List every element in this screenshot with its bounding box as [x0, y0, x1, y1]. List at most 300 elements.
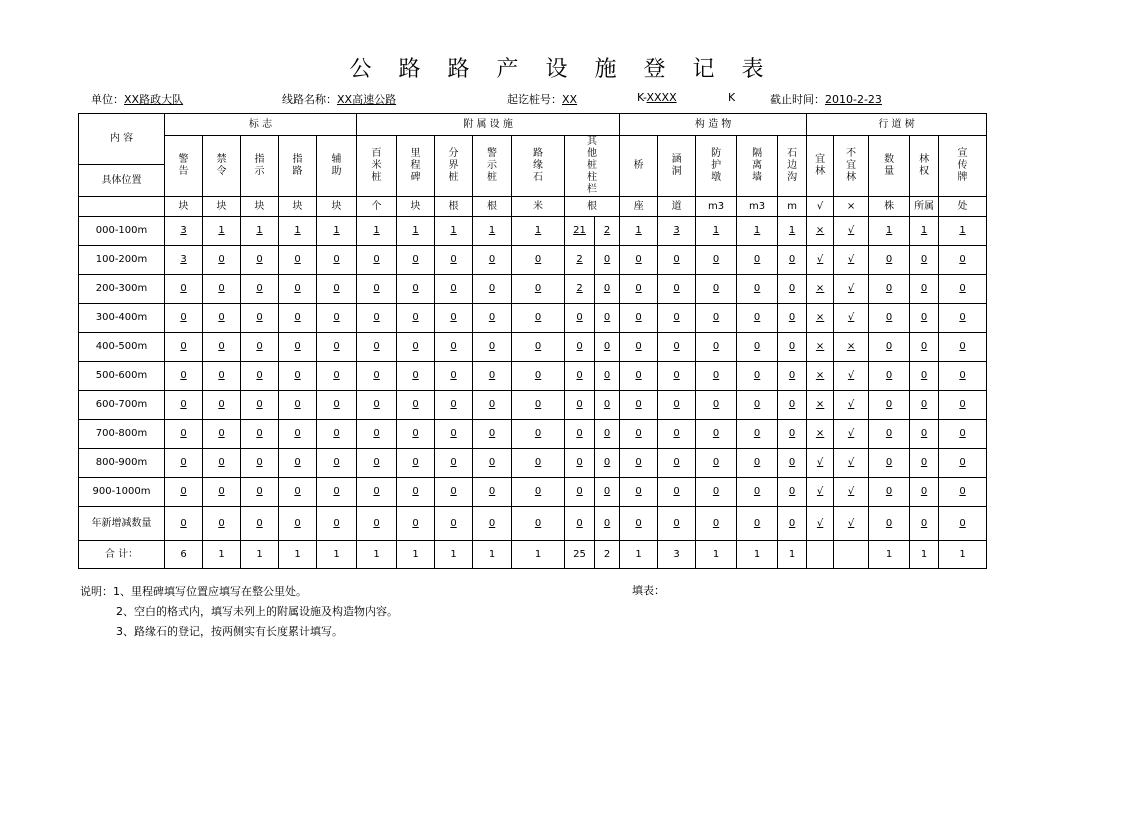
- data-cell: 0: [473, 333, 512, 362]
- data-cell: 0: [317, 420, 357, 449]
- column-name: 禁令: [216, 154, 227, 177]
- data-cell: 0: [658, 362, 696, 391]
- data-cell: 0: [939, 478, 987, 507]
- data-cell: 0: [595, 420, 620, 449]
- data-cell: 0: [658, 333, 696, 362]
- data-cell: 0: [910, 304, 939, 333]
- data-cell: 0: [203, 275, 241, 304]
- data-cell: 0: [512, 275, 565, 304]
- data-cell: 0: [658, 304, 696, 333]
- data-cell: 0: [939, 333, 987, 362]
- data-cell: 0: [565, 391, 595, 420]
- data-cell: 0: [473, 507, 512, 541]
- data-cell: 0: [910, 362, 939, 391]
- column-name: 数量: [884, 154, 895, 177]
- data-cell: 0: [595, 391, 620, 420]
- table-row: [79, 449, 987, 478]
- column-header: [241, 136, 279, 197]
- data-cell: 0: [435, 362, 473, 391]
- data-cell: ×: [807, 420, 834, 449]
- data-cell: 0: [317, 275, 357, 304]
- data-cell: 0: [696, 362, 737, 391]
- data-cell: 0: [778, 420, 807, 449]
- row-label: 400-500m: [79, 333, 165, 362]
- data-cell: 0: [620, 304, 658, 333]
- total-cell: 1: [737, 541, 778, 569]
- row-label: 700-800m: [79, 420, 165, 449]
- unit-cell: 块: [165, 197, 203, 217]
- data-cell: 0: [397, 275, 435, 304]
- data-cell: 0: [696, 275, 737, 304]
- data-cell: 0: [595, 304, 620, 333]
- data-cell: √: [834, 478, 869, 507]
- data-cell: 0: [317, 391, 357, 420]
- data-cell: 1: [397, 217, 435, 246]
- data-cell: 1: [778, 217, 807, 246]
- total-cell: [807, 541, 834, 569]
- column-header: [834, 136, 869, 197]
- row-label: 900-1000m: [79, 478, 165, 507]
- data-cell: 0: [397, 362, 435, 391]
- data-cell: 0: [397, 420, 435, 449]
- cutoff-date-field: 截止时间：2010-2-23: [770, 93, 882, 106]
- data-cell: 0: [910, 333, 939, 362]
- data-cell: 0: [397, 333, 435, 362]
- data-cell: √: [834, 304, 869, 333]
- data-cell: 0: [869, 449, 910, 478]
- data-cell: 0: [737, 362, 778, 391]
- data-cell: 0: [435, 246, 473, 275]
- column-header: [737, 136, 778, 197]
- data-cell: 0: [512, 420, 565, 449]
- column-header: [203, 136, 241, 197]
- data-cell: 0: [473, 420, 512, 449]
- table-row: [79, 541, 987, 569]
- data-cell: 0: [165, 478, 203, 507]
- data-cell: ×: [807, 362, 834, 391]
- data-cell: 0: [473, 362, 512, 391]
- data-cell: 1: [203, 217, 241, 246]
- table-row: [79, 304, 987, 333]
- total-cell: 25: [565, 541, 595, 569]
- unit-cell: 所属: [910, 197, 939, 217]
- data-cell: 0: [165, 420, 203, 449]
- data-cell: 0: [317, 362, 357, 391]
- data-cell: 0: [279, 246, 317, 275]
- total-cell: 1: [241, 541, 279, 569]
- data-cell: √: [834, 449, 869, 478]
- data-cell: 3: [165, 217, 203, 246]
- column-header: [658, 136, 696, 197]
- total-cell: [834, 541, 869, 569]
- total-cell: 1: [435, 541, 473, 569]
- data-cell: 0: [397, 391, 435, 420]
- data-cell: 0: [435, 304, 473, 333]
- column-header: [435, 136, 473, 197]
- row-label: 600-700m: [79, 391, 165, 420]
- unit-cell: 道: [658, 197, 696, 217]
- data-cell: 0: [435, 507, 473, 541]
- data-cell: 0: [658, 507, 696, 541]
- data-cell: 0: [696, 391, 737, 420]
- data-cell: 0: [620, 420, 658, 449]
- table-row: [79, 391, 987, 420]
- data-cell: 0: [778, 391, 807, 420]
- total-cell: 1: [357, 541, 397, 569]
- total-cell: 1: [910, 541, 939, 569]
- data-cell: 0: [203, 362, 241, 391]
- data-cell: 0: [737, 449, 778, 478]
- data-cell: 0: [620, 275, 658, 304]
- column-header: [807, 136, 834, 197]
- data-cell: 0: [658, 391, 696, 420]
- data-cell: 0: [203, 391, 241, 420]
- row-label: 500-600m: [79, 362, 165, 391]
- unit-cell: 块: [203, 197, 241, 217]
- data-cell: 0: [317, 478, 357, 507]
- filler-label: 填表：: [632, 584, 665, 597]
- data-cell: 0: [620, 333, 658, 362]
- data-cell: 0: [565, 304, 595, 333]
- data-cell: 1: [357, 217, 397, 246]
- data-cell: 0: [910, 507, 939, 541]
- data-cell: ×: [807, 217, 834, 246]
- column-name: 防护墩: [711, 148, 722, 183]
- data-cell: 0: [512, 449, 565, 478]
- data-cell: 0: [435, 478, 473, 507]
- data-cell: 1: [939, 217, 987, 246]
- data-cell: 0: [620, 362, 658, 391]
- total-cell: 1: [939, 541, 987, 569]
- data-cell: 0: [939, 449, 987, 478]
- data-cell: 0: [357, 246, 397, 275]
- data-cell: 0: [696, 449, 737, 478]
- column-name: 涵洞: [671, 154, 682, 177]
- column-name: 指示: [254, 154, 265, 177]
- data-cell: 0: [869, 507, 910, 541]
- data-cell: 0: [869, 304, 910, 333]
- data-cell: 0: [203, 449, 241, 478]
- total-cell: 1: [317, 541, 357, 569]
- data-cell: ×: [834, 333, 869, 362]
- data-cell: 0: [203, 420, 241, 449]
- row-label: 800-900m: [79, 449, 165, 478]
- data-cell: 0: [473, 391, 512, 420]
- row-label: 200-300m: [79, 275, 165, 304]
- data-cell: 0: [939, 420, 987, 449]
- data-cell: 0: [910, 275, 939, 304]
- data-cell: 0: [357, 333, 397, 362]
- data-cell: 3: [165, 246, 203, 275]
- data-cell: 0: [737, 304, 778, 333]
- column-name: 百米桩: [371, 148, 382, 183]
- data-cell: 0: [565, 478, 595, 507]
- data-cell: 0: [910, 449, 939, 478]
- data-cell: 0: [241, 304, 279, 333]
- table-row: [79, 507, 987, 541]
- column-name: 桥: [633, 160, 644, 171]
- column-name: 分界桩: [448, 148, 459, 183]
- data-cell: 0: [435, 275, 473, 304]
- data-cell: 0: [595, 246, 620, 275]
- data-cell: 2: [565, 246, 595, 275]
- column-name: 指路: [292, 154, 303, 177]
- data-cell: 0: [512, 391, 565, 420]
- unit-cell: m3: [737, 197, 778, 217]
- column-header: [357, 136, 397, 197]
- data-cell: 0: [203, 333, 241, 362]
- data-cell: 0: [910, 478, 939, 507]
- data-cell: 0: [658, 449, 696, 478]
- total-cell: 3: [658, 541, 696, 569]
- data-cell: 0: [778, 333, 807, 362]
- data-cell: 0: [473, 246, 512, 275]
- k-end-field: K: [728, 91, 736, 104]
- data-cell: 0: [397, 246, 435, 275]
- data-cell: 0: [435, 420, 473, 449]
- column-header: [696, 136, 737, 197]
- data-cell: 0: [658, 478, 696, 507]
- column-name: 辅助: [331, 154, 342, 177]
- data-cell: 0: [737, 391, 778, 420]
- unit-cell: 个: [357, 197, 397, 217]
- data-cell: √: [834, 275, 869, 304]
- data-cell: 1: [696, 217, 737, 246]
- total-cell: 1: [869, 541, 910, 569]
- data-cell: 0: [317, 449, 357, 478]
- unit-cell: 处: [939, 197, 987, 217]
- data-cell: 1: [869, 217, 910, 246]
- note-line: 3、路缘石的登记，按两侧实有长度累计填写。: [116, 625, 343, 638]
- data-cell: 0: [737, 275, 778, 304]
- data-cell: 0: [473, 275, 512, 304]
- data-cell: 0: [595, 333, 620, 362]
- unit-field: 单位：XX路政大队: [91, 93, 184, 106]
- data-cell: 0: [241, 478, 279, 507]
- data-cell: 0: [778, 478, 807, 507]
- data-cell: 0: [778, 362, 807, 391]
- data-cell: 0: [595, 507, 620, 541]
- column-header: [279, 136, 317, 197]
- data-cell: 0: [869, 246, 910, 275]
- column-name: 警示桩: [487, 148, 498, 183]
- data-cell: 0: [435, 391, 473, 420]
- row-label: 100-200m: [79, 246, 165, 275]
- data-cell: 0: [737, 507, 778, 541]
- data-cell: 0: [869, 275, 910, 304]
- data-cell: 0: [165, 507, 203, 541]
- unit-cell: 根: [435, 197, 473, 217]
- column-header: [620, 136, 658, 197]
- unit-cell: √: [807, 197, 834, 217]
- data-cell: 0: [620, 391, 658, 420]
- data-cell: 0: [279, 478, 317, 507]
- data-cell: 0: [203, 304, 241, 333]
- data-cell: 0: [397, 507, 435, 541]
- data-cell: 0: [279, 304, 317, 333]
- blank-cell: [79, 197, 165, 217]
- data-cell: 0: [595, 478, 620, 507]
- column-name: 宣传牌: [957, 148, 968, 183]
- data-cell: 0: [241, 391, 279, 420]
- data-cell: 0: [357, 362, 397, 391]
- data-cell: 0: [696, 304, 737, 333]
- data-cell: 0: [473, 304, 512, 333]
- data-cell: 0: [435, 333, 473, 362]
- column-header: [778, 136, 807, 197]
- data-cell: 0: [165, 449, 203, 478]
- data-cell: 0: [658, 275, 696, 304]
- data-cell: 0: [696, 246, 737, 275]
- data-cell: 0: [241, 362, 279, 391]
- column-header: [165, 136, 203, 197]
- data-cell: 0: [696, 333, 737, 362]
- column-name: 宜林: [815, 154, 826, 177]
- data-cell: 1: [241, 217, 279, 246]
- data-cell: 0: [357, 420, 397, 449]
- data-cell: 0: [473, 478, 512, 507]
- total-cell: 1: [778, 541, 807, 569]
- data-cell: √: [807, 478, 834, 507]
- total-cell: 1: [397, 541, 435, 569]
- unit-cell: 米: [512, 197, 565, 217]
- total-label: 合 计：: [79, 541, 165, 569]
- group-header-trees: 行 道 树: [807, 114, 987, 136]
- data-cell: 0: [279, 449, 317, 478]
- data-cell: 0: [595, 275, 620, 304]
- data-cell: 0: [939, 246, 987, 275]
- table-row: [79, 217, 987, 246]
- unit-cell: 块: [241, 197, 279, 217]
- column-name: 石边沟: [787, 148, 798, 183]
- data-cell: 1: [473, 217, 512, 246]
- data-cell: ×: [807, 275, 834, 304]
- data-cell: 0: [737, 420, 778, 449]
- data-cell: 0: [620, 449, 658, 478]
- total-cell: 1: [696, 541, 737, 569]
- data-cell: 0: [279, 333, 317, 362]
- data-cell: 0: [241, 420, 279, 449]
- data-cell: 0: [869, 478, 910, 507]
- data-cell: √: [807, 246, 834, 275]
- data-cell: 0: [241, 275, 279, 304]
- data-cell: 0: [165, 275, 203, 304]
- data-cell: 0: [696, 478, 737, 507]
- data-cell: 0: [357, 507, 397, 541]
- data-cell: 0: [620, 246, 658, 275]
- data-cell: 0: [595, 449, 620, 478]
- data-cell: 1: [435, 217, 473, 246]
- data-cell: 0: [317, 304, 357, 333]
- unit-cell: 根: [565, 197, 620, 217]
- table-row: [79, 362, 987, 391]
- table-row: [79, 333, 987, 362]
- data-cell: ×: [807, 304, 834, 333]
- data-cell: 0: [165, 304, 203, 333]
- total-cell: 1: [473, 541, 512, 569]
- data-cell: 0: [512, 478, 565, 507]
- data-cell: 0: [317, 333, 357, 362]
- data-cell: 1: [737, 217, 778, 246]
- unit-cell: 块: [397, 197, 435, 217]
- data-cell: 0: [279, 420, 317, 449]
- column-header: [473, 136, 512, 197]
- data-cell: 1: [620, 217, 658, 246]
- column-name: 隔离墙: [752, 148, 763, 183]
- data-cell: 0: [778, 449, 807, 478]
- data-cell: 0: [778, 275, 807, 304]
- data-cell: 0: [869, 391, 910, 420]
- unit-cell: 株: [869, 197, 910, 217]
- data-cell: 0: [512, 304, 565, 333]
- column-name: 不宜林: [846, 148, 857, 183]
- data-cell: 0: [939, 391, 987, 420]
- data-cell: 3: [658, 217, 696, 246]
- group-header-facilities: 附 属 设 施: [357, 114, 620, 136]
- column-header: [317, 136, 357, 197]
- data-cell: 0: [165, 333, 203, 362]
- data-cell: 0: [737, 333, 778, 362]
- data-cell: 0: [658, 420, 696, 449]
- data-cell: 0: [869, 420, 910, 449]
- page-title: 公 路 路 产 设 施 登 记 表: [349, 57, 774, 82]
- data-cell: √: [834, 420, 869, 449]
- data-cell: 0: [737, 478, 778, 507]
- data-cell: 0: [620, 478, 658, 507]
- column-header: [910, 136, 939, 197]
- group-header-structures: 构 造 物: [620, 114, 807, 136]
- data-cell: 0: [397, 478, 435, 507]
- content-header: 内 容: [79, 114, 165, 165]
- unit-cell: 座: [620, 197, 658, 217]
- data-cell: 0: [910, 420, 939, 449]
- data-cell: 0: [317, 507, 357, 541]
- data-cell: 0: [317, 246, 357, 275]
- data-cell: 0: [357, 304, 397, 333]
- notes: [80, 582, 398, 642]
- data-cell: 0: [241, 246, 279, 275]
- data-cell: 0: [696, 420, 737, 449]
- note-line: 说明：1、里程碑填写位置应填写在整公里处。: [80, 585, 307, 598]
- data-cell: √: [807, 507, 834, 541]
- k-range-field: K-XXXX: [637, 91, 677, 104]
- data-cell: ×: [807, 333, 834, 362]
- data-cell: 0: [241, 507, 279, 541]
- column-name: 林权: [919, 154, 930, 177]
- data-cell: 0: [203, 478, 241, 507]
- column-header: [869, 136, 910, 197]
- total-cell: 1: [279, 541, 317, 569]
- data-cell: 0: [939, 275, 987, 304]
- data-cell: 21: [565, 217, 595, 246]
- total-cell: 6: [165, 541, 203, 569]
- data-cell: 0: [203, 507, 241, 541]
- total-cell: 1: [620, 541, 658, 569]
- data-cell: 0: [939, 362, 987, 391]
- data-cell: 0: [910, 246, 939, 275]
- row-label: 年新增减数量: [79, 507, 165, 541]
- data-cell: √: [834, 507, 869, 541]
- unit-cell: ×: [834, 197, 869, 217]
- data-cell: 0: [397, 304, 435, 333]
- table-row: [79, 246, 987, 275]
- data-cell: 0: [279, 275, 317, 304]
- data-cell: 0: [778, 246, 807, 275]
- data-cell: 0: [778, 304, 807, 333]
- data-cell: 0: [512, 507, 565, 541]
- table-row: [79, 420, 987, 449]
- data-cell: 0: [165, 391, 203, 420]
